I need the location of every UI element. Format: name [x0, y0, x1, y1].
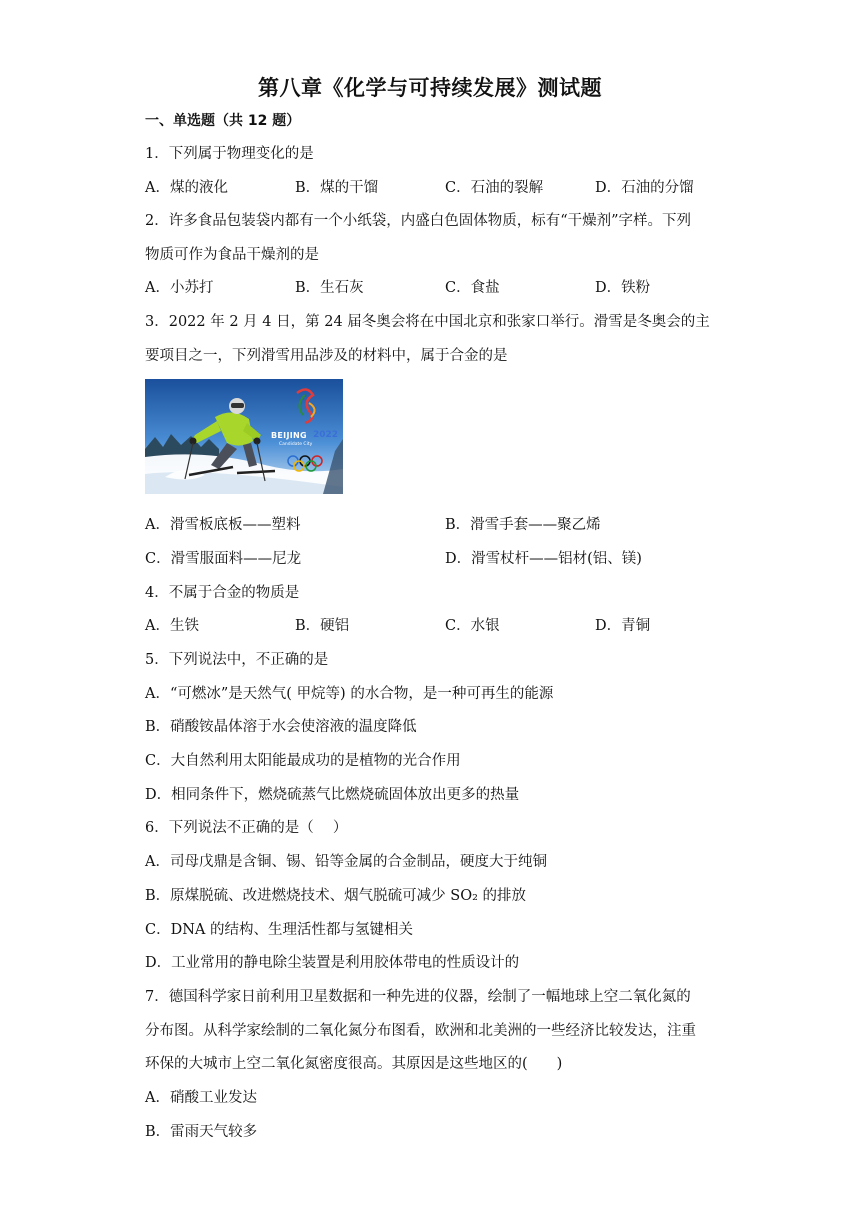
q1-option-c: C．石油的裂解 — [445, 180, 544, 196]
q5-option-c: C．大自然利用太阳能最成功的是植物的光合作用 — [145, 753, 461, 769]
q4-option-a: A．生铁 — [145, 618, 199, 634]
q1-option-a: A．煤的液化 — [145, 180, 228, 196]
q2-option-b: B．生石灰 — [295, 280, 364, 296]
question-2-stem-line2: 物质可作为食品干燥剂的是 — [145, 247, 319, 263]
question-3-stem-line1: 3．2022 年 2 月 4 日，第 24 届冬奥会将在中国北京和张家口举行。滑雪是冬奥会的主 — [145, 314, 710, 330]
question-1-stem: 1．下列属于物理变化的是 — [145, 146, 314, 162]
section-heading: 一、单选题（共 12 题） — [145, 113, 301, 129]
q6-option-a: A．司母戊鼎是含铜、锡、铅等金属的合金制品，硬度大于纯铜 — [145, 854, 547, 870]
q4-option-c: C．水银 — [445, 618, 500, 634]
q3-option-b: B．滑雪手套——聚乙烯 — [445, 517, 601, 533]
q2-option-a: A．小苏打 — [145, 280, 214, 296]
question-5-stem: 5．下列说法中，不正确的是 — [145, 652, 329, 668]
q4-option-d: D．青铜 — [595, 618, 651, 634]
q2-option-c: C．食盐 — [445, 280, 500, 296]
page-title: 第八章《化学与可持续发展》测试题 — [258, 76, 602, 100]
question-6-stem: 6．下列说法不正确的是（ ） — [145, 820, 348, 836]
q3-option-c: C．滑雪服面料——尼龙 — [145, 551, 302, 567]
q3-option-a: A．滑雪板底板——塑料 — [145, 517, 301, 533]
q4-option-b: B．硬铝 — [295, 618, 350, 634]
question-7-stem-line1: 7．德国科学家日前利用卫星数据和一种先进的仪器，绘制了一幅地球上空二氧化氮的 — [145, 989, 691, 1005]
question-3-stem-line2: 要项目之一，下列滑雪用品涉及的材料中，属于合金的是 — [145, 348, 508, 364]
q5-option-b: B．硝酸铵晶体溶于水会使溶液的温度降低 — [145, 719, 417, 735]
question-7-stem-line3: 环保的大城市上空二氧化氮密度很高。其原因是这些地区的( ) — [145, 1056, 563, 1072]
q5-option-d: D．相同条件下，燃烧硫蒸气比燃烧硫固体放出更多的热量 — [145, 787, 520, 803]
q6-option-c: C．DNA 的结构、生理活性都与氢键相关 — [145, 922, 413, 938]
logo-year: 2022 — [313, 430, 339, 440]
q7-option-a: A．硝酸工业发达 — [145, 1090, 257, 1106]
q3-option-d: D．滑雪杖杆——铝材(铝、镁) — [445, 551, 642, 567]
logo-subtext: Candidate City — [279, 442, 313, 447]
question-4-stem: 4．不属于合金的物质是 — [145, 585, 300, 601]
q6-option-b: B．原煤脱硫、改进燃烧技术、烟气脱硫可减少 SO₂ 的排放 — [145, 888, 527, 904]
q6-option-d: D．工业常用的静电除尘装置是利用胶体带电的性质设计的 — [145, 955, 520, 971]
q2-option-d: D．铁粉 — [595, 280, 651, 296]
q5-option-a: A．“可燃冰”是天然气( 甲烷等) 的水合物，是一种可再生的能源 — [145, 686, 554, 702]
skiing-photo — [145, 379, 343, 494]
q1-option-d: D．石油的分馏 — [595, 180, 694, 196]
question-7-stem-line2: 分布图。从科学家绘制的二氧化氮分布图看，欧洲和北美洲的一些经济比较发达，注重 — [145, 1023, 696, 1039]
question-2-stem-line1: 2．许多食品包装袋内都有一个小纸袋，内盛白色固体物质，标有“干燥剂”字样。下列 — [145, 213, 692, 229]
q1-option-b: B．煤的干馏 — [295, 180, 379, 196]
logo-text: BEIJING — [271, 431, 307, 440]
q7-option-b: B．雷雨天气较多 — [145, 1124, 258, 1140]
